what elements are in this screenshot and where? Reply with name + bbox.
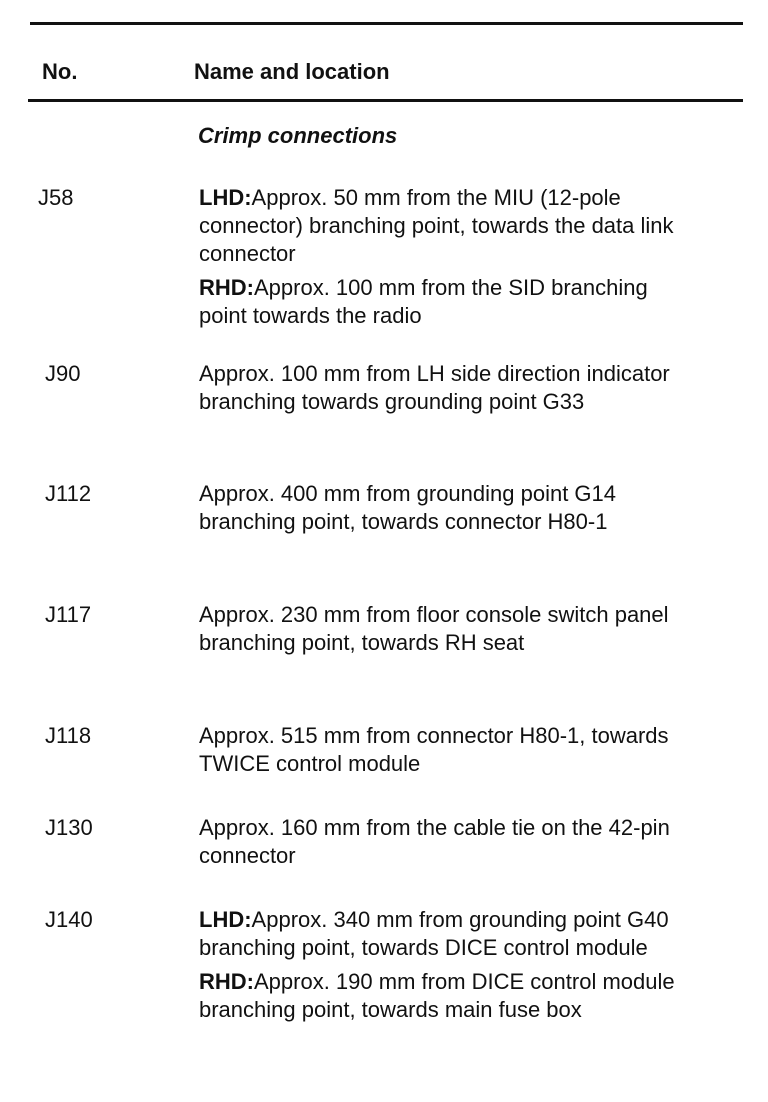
row-description	[199, 722, 699, 784]
row-code: J118	[45, 723, 92, 748]
description-text: Approx. 100 mm from the SID branching point towards the radio	[199, 275, 648, 328]
table-header-rule	[28, 99, 743, 102]
description-paragraph	[199, 601, 699, 657]
row-code: J58	[38, 185, 74, 210]
row-code: J90	[45, 361, 81, 386]
description-paragraph	[199, 814, 699, 870]
row-description	[199, 360, 699, 422]
description-text: Approx. 50 mm from the MIU (12-pole connector) branching point, towards the data link connector	[199, 185, 674, 266]
row-code: J140	[45, 907, 93, 932]
description-paragraph	[199, 906, 699, 962]
description-text: Approx. 100 mm from LH side direction indicator branching towards grounding point G33	[199, 361, 670, 414]
description-text: Approx. 340 mm from grounding point G40 branching point, towards DICE control module	[199, 907, 669, 960]
section-title: Crimp connections	[198, 123, 398, 148]
description-paragraph	[199, 722, 699, 778]
description-paragraph	[199, 274, 699, 330]
description-paragraph	[199, 480, 699, 536]
variant-prefix: RHD:	[199, 275, 254, 300]
variant-prefix: LHD:	[199, 185, 252, 210]
description-paragraph	[199, 968, 699, 1024]
row-description	[199, 906, 699, 1030]
row-description	[199, 184, 699, 336]
row-description	[199, 601, 699, 663]
column-header-name-location: Name and location	[194, 59, 390, 84]
row-description	[199, 814, 699, 876]
row-code: J117	[45, 602, 92, 627]
row-description	[199, 480, 699, 542]
description-paragraph	[199, 360, 699, 416]
description-text: Approx. 160 mm from the cable tie on the 42-pin connector	[199, 815, 670, 868]
column-header-no: No.	[42, 59, 78, 84]
row-code: J112	[45, 481, 92, 506]
row-code: J130	[45, 815, 93, 840]
table-top-rule	[30, 22, 743, 25]
description-text: Approx. 515 mm from connector H80-1, towards TWICE control module	[199, 723, 669, 776]
description-paragraph	[199, 184, 699, 268]
description-text: Approx. 230 mm from floor console switch panel branching point, towards RH seat	[199, 602, 669, 655]
variant-prefix: RHD:	[199, 969, 254, 994]
variant-prefix: LHD:	[199, 907, 252, 932]
description-text: Approx. 400 mm from grounding point G14 branching point, towards connector H80-1	[199, 481, 617, 534]
description-text: Approx. 190 mm from DICE control module branching point, towards main fuse box	[199, 969, 675, 1022]
